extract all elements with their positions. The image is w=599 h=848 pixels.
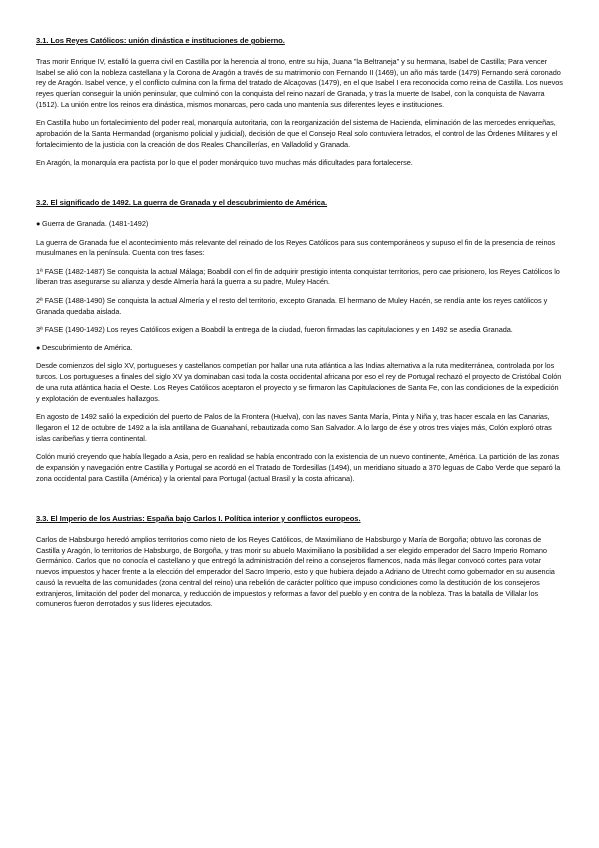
paragraph: Carlos de Habsburgo heredó amplios territorios como nieto de los Reyes Católicos, de Maximiliano de Habsburgo y María de Borgoña; obtuvo las coronas de Castilla y Aragón, lo territorios de Habsburgo, de Borgoña, y tras morir su abuelo Maximiliano la posibilidad a ser elegido emperador del Sacro Imperio Romano Germánico. Carlos que no conocía el castellano y que entregó la administración del reino a consejeros flamencos, nada más llegar convocó cortes para votar nuevos impuestos y hacer frente a la elección del emperador del Sacro Imperio, esto y que hubiera dejado a Adriano de Utrecht como gobernador en su ausencia causó la revuelta de las comunidades (zona central del reino) una rebelión de carácter político que impuso condiciones como la destitución de los consejeros extranjeros, limitación del poder del monarca, y reducción de impuestos y reformas a favor del pueblo y en contra de la nobleza. Tras la batalla de Villalar los comuneros fueron derrotados y sus líderes ejecutados. <box>36 534 555 609</box>
paragraph: Colón murió creyendo que había llegado a Asia, pero en realidad se había encontrado con la existencia de un nuevo continente, América. La partición de las zonas de expansión y navegación entre Castilla y Portugal se acordó en el Tratado de Tordesillas (1494), un meridiano situado a 370 leguas de Cabo Verde que separó la zona occidental para Castilla (América) y la oriental para Portugal (actual Brasil y la costa africana). <box>36 452 561 483</box>
section-title: 3.3. El Imperio de los Austrias: España bajo Carlos I. Política interior y conflictos europeos. <box>36 513 361 523</box>
document-page <box>36 36 563 618</box>
bullet-item <box>36 343 563 354</box>
paragraph: En Castilla hubo un fortalecimiento del poder real, monarquía autoritaria, con la reorganización del sistema de Hacienda, eliminación de las mercedes enriqueñas, aprobación de la Santa Hermandad (organismo policial y judicial), decisión de que el Consejo Real solo contuviera letrados, el control de las Órdenes Militares y el fortalecimiento de la justicia con la creación de dos Reales Chancillerías, en Valladolid y Granada. <box>36 118 558 149</box>
paragraph: En agosto de 1492 salió la expedición del puerto de Palos de la Frontera (Huelva), con las naves Santa María, Pinta y Niña y, tras hacer escala en las Canarias, llegaron el 12 de octubre de 1492 a la isla antillana de Guanahaní, rebautizada como San Salvador. A lo largo de ése y otros tres viajes más, Colón exploró otras islas caribeñas y tierra continental. <box>36 412 552 443</box>
paragraph: Desde comienzos del siglo XV, portugueses y castellanos competían por hallar una ruta atlántica a las Indias alternativa a la ruta mediterránea, controlada por los turcos. Los portugueses a finales del siglo XV ya dominaban casi toda la costa occidental africana por eso el rey de Portugal rechazó el proyecto de Cristóbal Colón de una ruta atlántica hacia el Oeste. Los Reyes Católicos aceptaron el proyecto y se firmaron las Capitulaciones de Santa Fe, con las condiciones de la expedición y explotación de eventuales hallazgos. <box>36 361 562 403</box>
bullet-text: Guerra de Granada. (1481-1492) <box>42 219 149 229</box>
paragraph: La guerra de Granada fue el acontecimiento más relevante del reinado de los Reyes Católicos para sus contemporáneos y supuso el fin de la presencia de reinos musulmanes en la península. Cuenta con tres fases: <box>36 237 556 258</box>
paragraph: 1ª FASE (1482-1487) Se conquista la actual Málaga; Boabdil con el fin de adquirir prestigio intenta conquistar territorios, pero cae prisionero, los Reyes Católicos lo liberan tras asegurarse su alianza y desde Almería hará la guerra a su padre, Muley Hacén. <box>36 266 560 287</box>
paragraph: 2ª FASE (1488-1490) Se conquista la actual Almería y el resto del territorio, excepto Granada. El hermano de Muley Hacén, se rendía ante los reyes católicos y Granada quedaba aislada. <box>36 295 548 316</box>
section-reyes-catolicos <box>36 36 563 169</box>
section-title: 3.2. El significado de 1492. La guerra de Granada y el descubrimiento de América. <box>36 198 328 208</box>
section-title: 3.1. Los Reyes Católicos: unión dinástica e instituciones de gobierno. <box>36 36 285 45</box>
section-1492 <box>36 198 563 484</box>
section-austrias <box>36 514 563 610</box>
bullet-icon: ● <box>36 343 41 353</box>
paragraph: 3ª FASE (1490-1492) Los reyes Católicos exigen a Boabdil la entrega de la ciudad, fueron firmadas las capitulaciones y en 1492 se asedia Granada. <box>36 324 513 334</box>
paragraph: En Aragón, la monarquía era pactista por lo que el poder monárquico tuvo muchas más dificultades para fortalecerse. <box>36 158 413 168</box>
bullet-icon: ● <box>36 219 41 229</box>
paragraph: Tras morir Enrique IV, estalló la guerra civil en Castilla por la herencia al trono, entre su hija, Juana "la Beltraneja" y su hermana, Isabel de Castilla; Para vencer Isabel se alió con la nobleza castellana y la Corona de Aragón a través de su matrimonio con Fernando II (1469), un año más tarde (1479) Fernando será coronado rey de Aragón. Isabel vence, y el conflicto culmina con la firma del tratado de Alcaçovas (1479), en el que Isabel I era reconocida como reina de Castilla. Los nuevos reyes querían conseguir la unión peninsular, que culminó con la conquista del reino nazarí de Granada, y tras la muerte de Isabel, con la conquista de Navarra (1512). La unión entre los reinos era dinástica, mismos monarcas, pero cada uno mantenía sus diferentes leyes e instituciones. <box>36 56 563 109</box>
bullet-text: Descubrimiento de América. <box>42 343 133 353</box>
bullet-item <box>36 219 563 230</box>
